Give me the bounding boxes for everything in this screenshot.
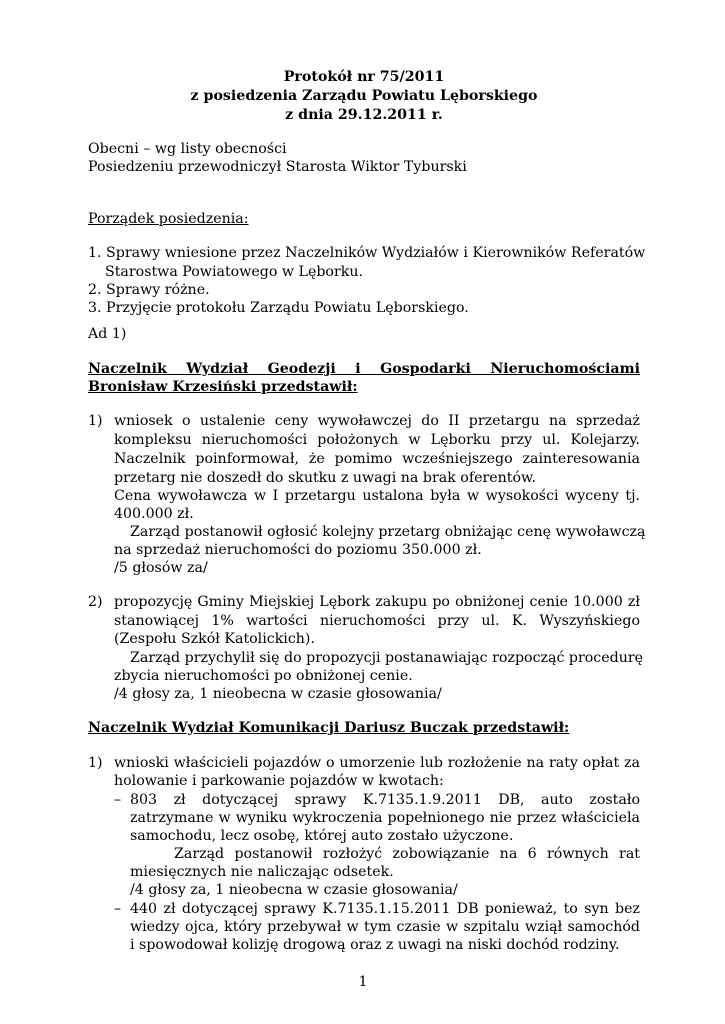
sub-item-2-line: i spowodował kolizję drogową oraz z uwagi na niski dochód rodziny. bbox=[130, 937, 620, 953]
agenda-heading: Porządek posiedzenia: bbox=[88, 211, 249, 227]
geodezja-item-2-line: stanowiącej 1% wartości nieruchomości przy ul. K. Wyszyńskiego bbox=[114, 613, 640, 629]
protocol-title: Protokół nr 75/2011 bbox=[283, 69, 445, 85]
geodezja-item-1-line: wniosek o ustalenie ceny wywoławczej do II przetargu na sprzedaż bbox=[114, 413, 640, 429]
komunikacja-item-1-line: holowanie i parkowanie pojazdów w kwotach: bbox=[114, 773, 444, 789]
sub-item-1-line: 803 zł dotyczącej sprawy K.7135.1.9.2011 DB, auto zostało bbox=[130, 792, 640, 808]
agenda-item-2: 2. Sprawy różne. bbox=[88, 282, 210, 298]
protocol-date: z dnia 29.12.2011 r. bbox=[285, 107, 443, 123]
geodezja-item-2-line: propozycję Gminy Miejskiej Lębork zakupu po obniżonej cenie 10.000 zł bbox=[114, 594, 640, 610]
geodezja-heading-line1: Naczelnik Wydział Geodezji i Gospodarki Nieruchomościami bbox=[88, 361, 640, 377]
geodezja-decision-2: Zarząd przychylił się do propozycji postanawiając rozpocząć procedurę bbox=[130, 650, 644, 666]
agenda-item-1: 1. Sprawy wniesione przez Naczelników Wydziałów i Kierowników Referatów bbox=[88, 245, 646, 261]
geodezja-item-2-line: zbycia nieruchomości po obniżonej cenie. bbox=[114, 668, 413, 684]
geodezja-item-2-number: 2) bbox=[88, 594, 103, 610]
geodezja-vote-2: /4 głosy za, 1 nieobecna w czasie głosowania/ bbox=[114, 686, 442, 702]
agenda-item-1-cont: Starostwa Powiatowego w Lęborku. bbox=[105, 264, 363, 280]
attendance-line: Obecni – wg listy obecności bbox=[88, 141, 287, 157]
protocol-subtitle: z posiedzenia Zarządu Powiatu Lęborskiego bbox=[190, 88, 538, 104]
geodezja-decision-1: Zarząd postanowił ogłosić kolejny przetarg obniżając cenę wywoławczą bbox=[130, 524, 646, 540]
sub-item-2-dash: – bbox=[114, 901, 122, 917]
komunikacja-heading: Naczelnik Wydział Komunikacji Dariusz Buczak przedstawił: bbox=[88, 720, 570, 736]
geodezja-item-2-line: (Zespołu Szkół Katolickich). bbox=[114, 631, 315, 647]
geodezja-vote-1: /5 głosów za/ bbox=[114, 560, 208, 576]
sub-item-1-dash: – bbox=[114, 792, 122, 808]
geodezja-item-1-line: 400.000 zł. bbox=[114, 506, 194, 522]
geodezja-heading-line2: Bronisław Krzesiński przedstawił: bbox=[88, 379, 358, 395]
sub-item-1-line: samochodu, lecz osobę, której auto zostało użyczone. bbox=[130, 828, 514, 844]
page-number: 1 bbox=[358, 974, 368, 990]
geodezja-item-1-line: kompleksu nieruchomości położonych w Lęborku przy ul. Kolejarzy. bbox=[114, 432, 640, 448]
geodezja-item-1-line: Cena wywoławcza w I przetargu ustalona była w wysokości wyceny tj. bbox=[114, 488, 640, 504]
geodezja-item-1-line: na sprzedaż nieruchomości do poziomu 350.000 zł. bbox=[114, 542, 482, 558]
agenda-item-3: 3. Przyjęcie protokołu Zarządu Powiatu Lęborskiego. bbox=[88, 300, 469, 316]
komunikacja-item-1-number: 1) bbox=[88, 755, 103, 771]
komunikacja-item-1-line: wnioski właścicieli pojazdów o umorzenie lub rozłożenie na raty opłat za bbox=[114, 755, 640, 771]
sub-item-1-line: zatrzymane w wyniku wykroczenia popełnionego nie przez właściciela bbox=[130, 810, 640, 826]
sub-item-2-line: wiedzy ojca, który przebywał w tym czasie w szpitalu wziął samochód bbox=[130, 919, 640, 935]
sub-item-1-line: miesięcznych nie naliczając odsetek. bbox=[130, 864, 394, 880]
ad1-label: Ad 1) bbox=[88, 326, 127, 342]
sub-item-1-decision: Zarząd postanowił rozłożyć zobowiązanie na 6 równych rat bbox=[174, 846, 640, 862]
chair-line: Posiedzeniu przewodniczył Starosta Wiktor Tyburski bbox=[88, 159, 467, 175]
geodezja-item-1-line: Naczelnik poinformował, że pomimo wcześniejszego zainteresowania bbox=[114, 451, 640, 467]
sub-item-2-line: 440 zł dotyczącej sprawy K.7135.1.15.2011 DB ponieważ, to syn bez bbox=[130, 901, 640, 917]
sub-item-1-vote: /4 głosy za, 1 nieobecna w czasie głosowania/ bbox=[130, 882, 458, 898]
geodezja-item-1-line: przetarg nie doszedł do skutku z uwagi na brak oferentów. bbox=[114, 470, 537, 486]
geodezja-item-1-number: 1) bbox=[88, 413, 103, 429]
